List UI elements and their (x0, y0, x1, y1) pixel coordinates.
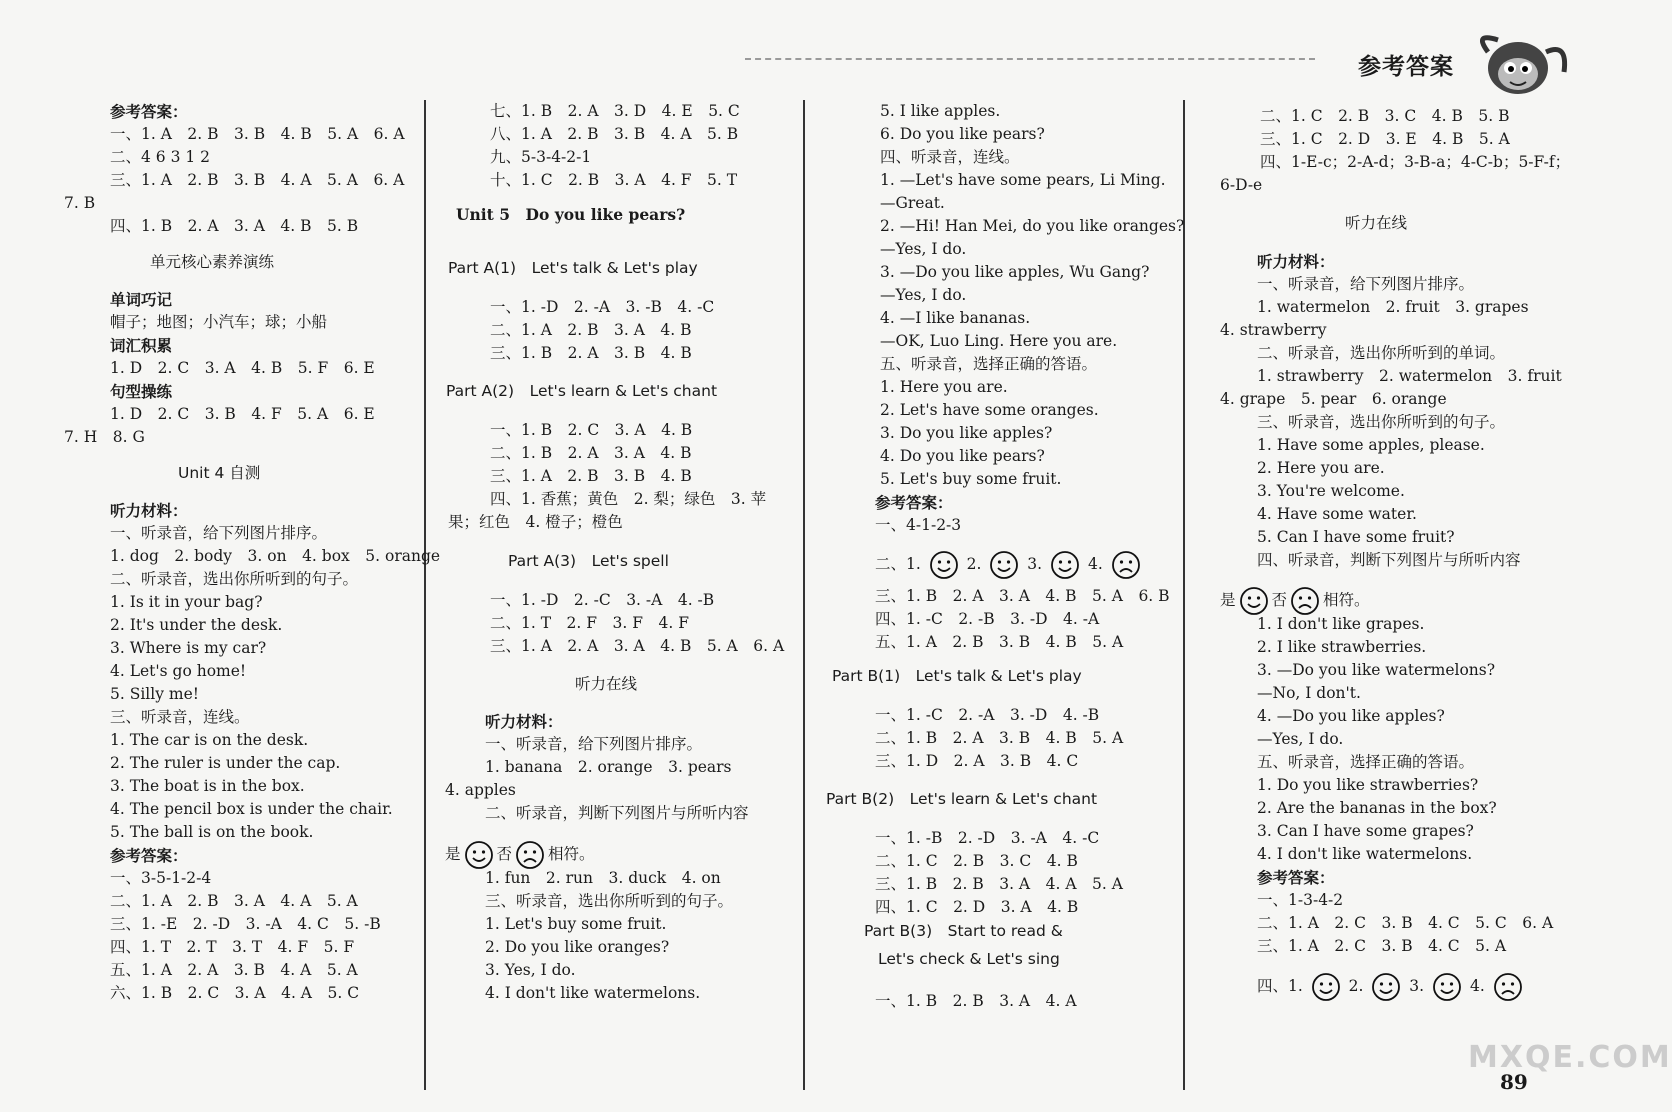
text-line: 4. grape 5. pear 6. orange (1220, 390, 1447, 408)
text-line: 一、1. -D 2. -A 3. -B 4. -C (490, 298, 715, 316)
part-heading-line: Part B(1) Let's talk & Let's play (832, 667, 1082, 685)
text-line: 二、1. B 2. A 3. B 4. B 5. A (875, 729, 1124, 747)
header-dashed-rule (745, 58, 1315, 60)
text-line: 三、1. B 2. A 3. A 4. B 5. A 6. B (875, 587, 1170, 605)
text-line: 九、5-3-4-2-1 (490, 148, 592, 166)
page-header (0, 0, 1600, 90)
heading-line: 单元核心素养演练 (150, 253, 275, 271)
text-line: —Yes, I do. (880, 286, 967, 304)
text-line: —Yes, I do. (1257, 730, 1344, 748)
text-line: 二、1. C 2. B 3. C 4. B 5. B (1260, 107, 1510, 125)
text-line: 一、1-3-4-2 (1257, 891, 1344, 909)
text-line: 五、听录音，选择正确的答语。 (880, 355, 1098, 373)
text-line: 3. Where is my car? (110, 639, 267, 657)
text-line: 2. —Hi! Han Mei, do you like oranges? (880, 217, 1185, 235)
text-line: —Yes, I do. (880, 240, 967, 258)
text-line: 3. —Do you like apples, Wu Gang? (880, 263, 1150, 281)
text-line: 5. Let's buy some fruit. (880, 470, 1062, 488)
text-line: 二、听录音，判断下列图片与所听内容 (485, 804, 749, 822)
heading-line: 听力在线 (575, 675, 638, 693)
bold-line: 听力材料： (485, 712, 563, 731)
unit-heading-line: Unit 5 Do you like pears? (456, 205, 686, 224)
text-line: 四、1. C 2. D 3. A 4. B (875, 898, 1079, 916)
text-line: 三、1. -E 2. -D 3. -A 4. C 5. -B (110, 915, 381, 933)
text-line: 十、1. C 2. B 3. A 4. F 5. T (490, 171, 738, 189)
bold-line: 参考答案： (875, 493, 953, 512)
text-line: 一、1. A 2. B 3. B 4. B 5. A 6. A (110, 125, 405, 143)
text-line: 一、1. -D 2. -C 3. -A 4. -B (490, 591, 715, 609)
text-line: 1. The car is on the desk. (110, 731, 309, 749)
text-line: 4. Do you like pears? (880, 447, 1045, 465)
text-line: 四、1-E-c；2-A-d；3-B-a；4-C-b；5-F-f； (1260, 153, 1571, 171)
text-line: 1. Have some apples, please. (1257, 436, 1485, 454)
heading-line: 听力在线 (1345, 214, 1408, 232)
text-line: 7. H 8. G (64, 428, 145, 446)
text-line: 一、1. -B 2. -D 3. -A 4. -C (875, 829, 1100, 847)
column-divider (1183, 100, 1185, 1090)
text-line: 4. Have some water. (1257, 505, 1417, 523)
text-line: 三、1. B 2. B 3. A 4. A 5. A (875, 875, 1123, 893)
smiley-face-icon (929, 550, 959, 580)
text-line: 三、1. B 2. A 3. B 4. B (490, 344, 692, 362)
text-line: 5. The ball is on the book. (110, 823, 314, 841)
text-line: 三、1. A 2. B 3. B 4. A 5. A 6. A (110, 171, 405, 189)
part-heading-line: Part A(1) Let's talk & Let's play (448, 259, 698, 277)
text-line: 四、1. -C 2. -B 3. -D 4. -A (875, 610, 1100, 628)
text-line: 二、1. T 2. F 3. F 4. F (490, 614, 689, 632)
text-line: 1. I don't like grapes. (1257, 615, 1425, 633)
text-line: 1. Is it in your bag? (110, 593, 263, 611)
text-line: 三、1. A 2. B 3. B 4. B (490, 467, 692, 485)
text-line: 是 否 相符。 (1220, 586, 1370, 616)
text-line: 三、听录音，连线。 (110, 708, 250, 726)
text-line: 果；红色 4. 橙子；橙色 (448, 513, 623, 531)
text-line: 二、1. 2. 3. 4. (875, 550, 1144, 580)
text-line: 3. Do you like apples? (880, 424, 1053, 442)
text-line: —Great. (880, 194, 945, 212)
text-line: 三、听录音，选出你所听到的句子。 (1257, 413, 1506, 431)
bold-line: 句型操练 (110, 382, 173, 401)
text-line: 3. You're welcome. (1257, 482, 1405, 500)
text-line: 五、1. A 2. B 3. B 4. B 5. A (875, 633, 1124, 651)
text-line: 二、4 6 3 1 2 (110, 148, 211, 166)
column-divider (803, 100, 805, 1090)
bold-line: 参考答案： (1257, 868, 1335, 887)
text-line: 一、1. -C 2. -A 3. -D 4. -B (875, 706, 1100, 724)
text-line: 5. Silly me! (110, 685, 199, 703)
smiley-face-icon (1311, 972, 1341, 1002)
text-line: 一、听录音，给下列图片排序。 (485, 735, 703, 753)
text-line: 5. I like apples. (880, 102, 1001, 120)
text-line: 6. Do you like pears? (880, 125, 1045, 143)
text-line: 2. Here you are. (1257, 459, 1385, 477)
sad-face-icon (515, 840, 545, 870)
text-line: 2. It's under the desk. (110, 616, 283, 634)
smiley-face-icon (1050, 550, 1080, 580)
header-title: 参考答案 (1358, 54, 1454, 80)
text-line: 二、听录音，选出你所听到的单词。 (1257, 344, 1506, 362)
text-line: 三、听录音，选出你所听到的句子。 (485, 892, 734, 910)
text-line: 二、1. A 2. B 3. A 4. B (490, 321, 692, 339)
text-line: 一、1. B 2. B 3. A 4. A (875, 992, 1077, 1010)
text-line: 一、1. B 2. C 3. A 4. B (490, 421, 693, 439)
text-line: 3. Can I have some grapes? (1257, 822, 1474, 840)
text-line: 2. The ruler is under the cap. (110, 754, 341, 772)
watermark: MXQE.COM (1468, 1040, 1672, 1075)
sad-face-icon (1111, 550, 1141, 580)
smiley-face-icon (989, 550, 1019, 580)
text-line: 四、听录音，连线。 (880, 148, 1020, 166)
text-line: 二、1. C 2. B 3. C 4. B (875, 852, 1078, 870)
text-line: 3. The boat is in the box. (110, 777, 305, 795)
bold-line: 参考答案： (110, 846, 188, 865)
text-line: 四、1. 2. 3. 4. (1257, 972, 1526, 1002)
text-line: 1. fun 2. run 3. duck 4. on (485, 869, 721, 887)
text-line: 是 否 相符。 (445, 840, 595, 870)
text-line: 4. I don't like watermelons. (1257, 845, 1473, 863)
bold-line: 词汇积累 (110, 336, 173, 355)
text-line: 四、1. B 2. A 3. A 4. B 5. B (110, 217, 359, 235)
text-line: 6-D-e (1220, 176, 1263, 194)
text-line: 4. apples (445, 781, 516, 799)
text-line: 1. Let's buy some fruit. (485, 915, 667, 933)
part-heading-line: Part B(2) Let's learn & Let's chant (826, 790, 1098, 808)
text-line: 5. Can I have some fruit? (1257, 528, 1455, 546)
text-line: 1. —Let's have some pears, Li Ming. (880, 171, 1166, 189)
text-line: 4. Let's go home! (110, 662, 247, 680)
column-divider (424, 100, 426, 1090)
bold-line: 单词巧记 (110, 290, 173, 309)
text-line: 2. I like strawberries. (1257, 638, 1427, 656)
text-line: 4. —Do you like apples? (1257, 707, 1445, 725)
bold-line: 听力材料： (110, 501, 188, 520)
sad-face-icon (1493, 972, 1523, 1002)
smiley-face-icon (1432, 972, 1462, 1002)
bold-line: 听力材料： (1257, 252, 1335, 271)
text-line: 帽子；地图；小汽车；球；小船 (110, 313, 328, 331)
text-line: 一、4-1-2-3 (875, 516, 962, 534)
text-line: 1. strawberry 2. watermelon 3. fruit (1257, 367, 1562, 385)
smiley-face-icon (464, 840, 494, 870)
text-line: 1. D 2. C 3. A 4. B 5. F 6. E (110, 359, 375, 377)
smiley-face-icon (1371, 972, 1401, 1002)
text-line: 五、1. A 2. A 3. B 4. A 5. A (110, 961, 358, 979)
text-line: 4. strawberry (1220, 321, 1327, 339)
text-line: 4. —I like bananas. (880, 309, 1031, 327)
text-line: 7. B (64, 194, 96, 212)
text-line: 二、1. A 2. B 3. A 4. A 5. A (110, 892, 358, 910)
text-line: 3. Yes, I do. (485, 961, 576, 979)
text-line: 1. Here you are. (880, 378, 1008, 396)
text-line: 四、听录音，判断下列图片与所听内容 (1257, 551, 1521, 569)
text-line: 六、1. B 2. C 3. A 4. A 5. C (110, 984, 360, 1002)
text-line: 1. watermelon 2. fruit 3. grapes (1257, 298, 1529, 316)
text-line: 二、1. B 2. A 3. A 4. B (490, 444, 692, 462)
text-line: 1. banana 2. orange 3. pears (485, 758, 732, 776)
text-line: 2. Let's have some oranges. (880, 401, 1099, 419)
text-line: 二、听录音，选出你所听到的句子。 (110, 570, 359, 588)
text-line: 1. Do you like strawberries? (1257, 776, 1479, 794)
text-line: 七、1. B 2. A 3. D 4. E 5. C (490, 102, 740, 120)
text-line: 三、1. C 2. D 3. E 4. B 5. A (1260, 130, 1510, 148)
text-line: 一、3-5-1-2-4 (110, 869, 212, 887)
heading-line: Unit 4 自测 (178, 464, 261, 482)
text-line: 一、听录音，给下列图片排序。 (1257, 275, 1475, 293)
bold-line: 参考答案： (110, 102, 188, 121)
text-line: 2. Do you like oranges? (485, 938, 670, 956)
sad-face-icon (1290, 586, 1320, 616)
text-line: 4. I don't like watermelons. (485, 984, 701, 1002)
text-line: 四、1. T 2. T 3. T 4. F 5. F (110, 938, 355, 956)
text-line: —No, I don't. (1257, 684, 1361, 702)
monkey-mascot-icon (1468, 22, 1572, 104)
text-line: 1. dog 2. body 3. on 4. box 5. orange (110, 547, 441, 565)
text-line: 三、1. A 2. A 3. A 4. B 5. A 6. A (490, 637, 785, 655)
text-line: 八、1. A 2. B 3. B 4. A 5. B (490, 125, 739, 143)
text-line: 三、1. A 2. C 3. B 4. C 5. A (1257, 937, 1507, 955)
text-line: 三、1. D 2. A 3. B 4. C (875, 752, 1079, 770)
part-heading-line: Let's check & Let's sing (878, 950, 1060, 968)
text-line: 四、1. 香蕉；黄色 2. 梨；绿色 3. 苹 (490, 490, 767, 508)
text-line: —OK, Luo Ling. Here you are. (880, 332, 1118, 350)
text-line: 二、1. A 2. C 3. B 4. C 5. C 6. A (1257, 914, 1554, 932)
part-heading-line: Part A(2) Let's learn & Let's chant (446, 382, 718, 400)
text-line: 3. —Do you like watermelons? (1257, 661, 1496, 679)
text-line: 1. D 2. C 3. B 4. F 5. A 6. E (110, 405, 375, 423)
text-line: 五、听录音，选择正确的答语。 (1257, 753, 1475, 771)
smiley-face-icon (1239, 586, 1269, 616)
text-line: 4. The pencil box is under the chair. (110, 800, 393, 818)
part-heading-line: Part A(3) Let's spell (508, 552, 669, 570)
text-line: 2. Are the bananas in the box? (1257, 799, 1497, 817)
page-number: 89 (1500, 1070, 1528, 1094)
text-line: 一、听录音，给下列图片排序。 (110, 524, 328, 542)
part-heading-line: Part B(3) Start to read & (864, 922, 1063, 940)
